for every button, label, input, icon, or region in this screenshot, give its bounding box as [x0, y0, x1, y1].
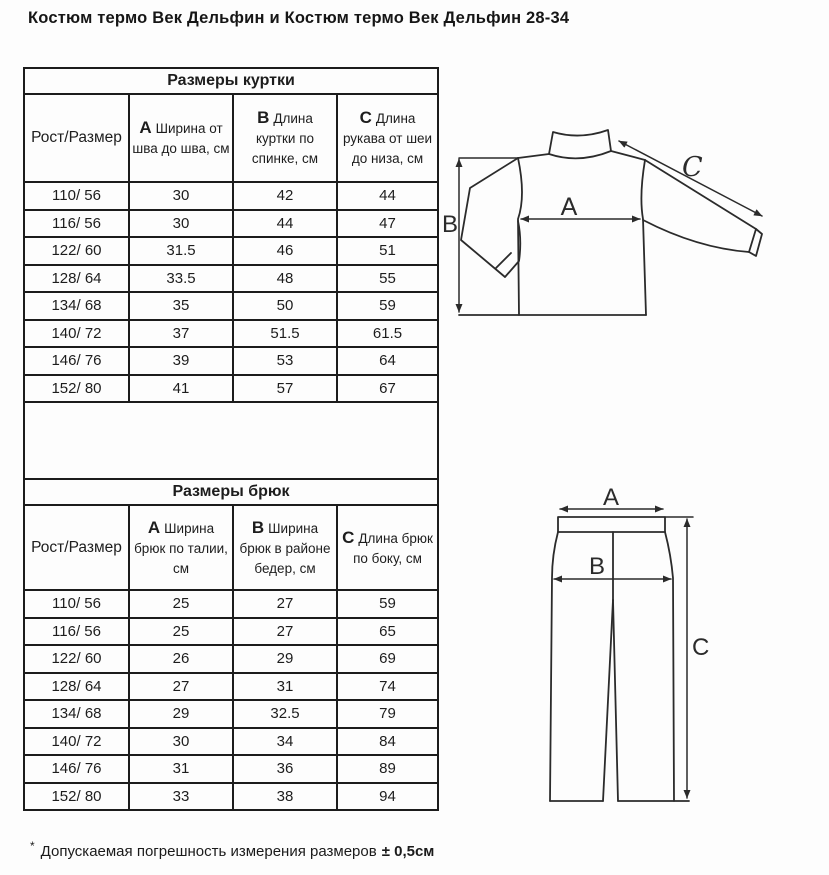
col-label-a: Ширина от шва до шва, см: [132, 121, 230, 156]
jacket-row: [24, 182, 438, 210]
cell-b: 48: [233, 265, 337, 293]
col-letter-c: C: [342, 527, 355, 547]
table-gap-cell: [24, 402, 438, 479]
jacket-sleeve-left: [461, 158, 520, 277]
pants-row: [24, 673, 438, 701]
jacket-collar: [549, 130, 611, 158]
cell-size: 134/ 68: [24, 292, 129, 320]
cell-c: 67: [337, 375, 438, 403]
jacket-col-c: [337, 94, 438, 182]
cell-b: 44: [233, 210, 337, 238]
cell-size: 110/ 56: [24, 590, 129, 618]
cell-size: 146/ 76: [24, 347, 129, 375]
cell-c: 74: [337, 673, 438, 701]
cell-size: 128/ 64: [24, 673, 129, 701]
cell-c: 94: [337, 783, 438, 811]
jacket-table-header-row: [24, 94, 438, 182]
footnote-marker: *: [30, 839, 35, 853]
cell-b: 50: [233, 292, 337, 320]
page-title: Костюм термо Век Дельфин и Костюм термо Век Дельфин 28-34: [28, 9, 570, 27]
cell-a: 25: [129, 618, 233, 646]
cell-b: 51.5: [233, 320, 337, 348]
cell-size: 110/ 56: [24, 182, 129, 210]
cell-c: 64: [337, 347, 438, 375]
cell-size: 116/ 56: [24, 618, 129, 646]
cell-b: 29: [233, 645, 337, 673]
cell-a: 41: [129, 375, 233, 403]
cell-c: 84: [337, 728, 438, 756]
size-table: [23, 67, 439, 811]
cell-a: 33: [129, 783, 233, 811]
cell-c: 44: [337, 182, 438, 210]
pants-row: [24, 618, 438, 646]
col-letter-b: B: [257, 108, 270, 127]
cell-b: 42: [233, 182, 337, 210]
jacket-row: [24, 237, 438, 265]
cell-size: 146/ 76: [24, 755, 129, 783]
jacket-diagram: [442, 96, 792, 336]
dim-a-label: A: [560, 193, 578, 221]
pants-row: [24, 700, 438, 728]
pants-table-title-row: [24, 479, 438, 505]
cell-c: 47: [337, 210, 438, 238]
cell-b: 53: [233, 347, 337, 375]
cell-a: 27: [129, 673, 233, 701]
cell-b: 27: [233, 590, 337, 618]
col-label-b: Ширина брюк в районе бедер, см: [239, 520, 331, 576]
col-letter-a: A: [139, 118, 152, 137]
table-gap: [24, 402, 438, 479]
cell-a: 39: [129, 347, 233, 375]
cell-a: 31: [129, 755, 233, 783]
pants-col-a: [129, 505, 233, 590]
col-label-c: Длина брюк по боку, см: [353, 530, 433, 566]
cell-c: 61.5: [337, 320, 438, 348]
pants-col-b: [233, 505, 337, 590]
jacket-col-b: [233, 94, 337, 182]
cell-size: 134/ 68: [24, 700, 129, 728]
col-label-a: Ширина брюк по талии, см: [134, 520, 228, 576]
jacket-row: [24, 320, 438, 348]
jacket-neck-left: [518, 154, 549, 158]
footnote-text: Допускаемая погрешность измерения размеров: [40, 843, 377, 860]
cell-a: 25: [129, 590, 233, 618]
pants-row: [24, 590, 438, 618]
footnote-tolerance: ± 0,5см: [381, 843, 435, 860]
cell-c: 59: [337, 292, 438, 320]
pants-table-title: Размеры брюк: [24, 479, 438, 505]
jacket-col-a: [129, 94, 233, 182]
col-label-c: Длина рукава от шеи до низа, см: [342, 111, 433, 166]
cell-c: 59: [337, 590, 438, 618]
cell-c: 89: [337, 755, 438, 783]
cell-a: 30: [129, 182, 233, 210]
col-label-b: Длина куртки по спинке, см: [251, 111, 319, 166]
dim-c-label: C: [682, 152, 703, 183]
jacket-cuff-left: [496, 253, 511, 268]
cell-a: 31.5: [129, 237, 233, 265]
dim-c-label: C: [692, 634, 710, 661]
size-tables: [23, 67, 439, 811]
pants-row: [24, 783, 438, 811]
dim-b-label: B: [442, 211, 459, 238]
col-letter-c: C: [359, 108, 372, 127]
cell-b: 38: [233, 783, 337, 811]
pants-diagram: [525, 485, 815, 830]
jacket-row: [24, 292, 438, 320]
cell-c: 79: [337, 700, 438, 728]
cell-c: 55: [337, 265, 438, 293]
cell-c: 69: [337, 645, 438, 673]
pants-inseam-left: [603, 600, 613, 801]
footnote: [30, 839, 434, 860]
pants-col-size: Рост/Размер: [24, 505, 129, 590]
cell-size: 128/ 64: [24, 265, 129, 293]
dim-a-label: A: [602, 485, 620, 511]
cell-c: 65: [337, 618, 438, 646]
pants-row: [24, 645, 438, 673]
cell-b: 27: [233, 618, 337, 646]
cell-size: 140/ 72: [24, 728, 129, 756]
jacket-table-title-row: [24, 68, 438, 94]
dim-b-label: B: [588, 553, 606, 580]
jacket-row: [24, 347, 438, 375]
col-letter-b: B: [251, 517, 265, 537]
cell-a: 29: [129, 700, 233, 728]
pants-inseam-right: [613, 600, 618, 801]
cell-a: 37: [129, 320, 233, 348]
cell-a: 30: [129, 210, 233, 238]
cell-a: 33.5: [129, 265, 233, 293]
cell-b: 46: [233, 237, 337, 265]
pants-row: [24, 728, 438, 756]
jacket-col-size: Рост/Размер: [24, 94, 129, 182]
pants-col-c: [337, 505, 438, 590]
cell-b: 34: [233, 728, 337, 756]
cell-b: 57: [233, 375, 337, 403]
cell-a: 26: [129, 645, 233, 673]
cell-size: 152/ 80: [24, 783, 129, 811]
pants-side-left: [550, 532, 558, 801]
cell-b: 32.5: [233, 700, 337, 728]
jacket-row: [24, 265, 438, 293]
cell-size: 116/ 56: [24, 210, 129, 238]
jacket-row: [24, 375, 438, 403]
jacket-row: [24, 210, 438, 238]
pants-side-right: [665, 532, 674, 801]
jacket-table-title: Размеры куртки: [24, 68, 438, 94]
col-letter-a: A: [147, 517, 161, 537]
cell-size: 152/ 80: [24, 375, 129, 403]
pants-waistband: [558, 517, 665, 532]
cell-size: 140/ 72: [24, 320, 129, 348]
cell-b: 31: [233, 673, 337, 701]
cell-a: 35: [129, 292, 233, 320]
jacket-cuff-right: [749, 229, 756, 252]
cell-size: 122/ 60: [24, 645, 129, 673]
cell-a: 30: [129, 728, 233, 756]
jacket-body-right: [641, 160, 646, 315]
cell-size: 122/ 60: [24, 237, 129, 265]
cell-b: 36: [233, 755, 337, 783]
pants-row: [24, 755, 438, 783]
pants-table-header-row: [24, 505, 438, 590]
cell-c: 51: [337, 237, 438, 265]
